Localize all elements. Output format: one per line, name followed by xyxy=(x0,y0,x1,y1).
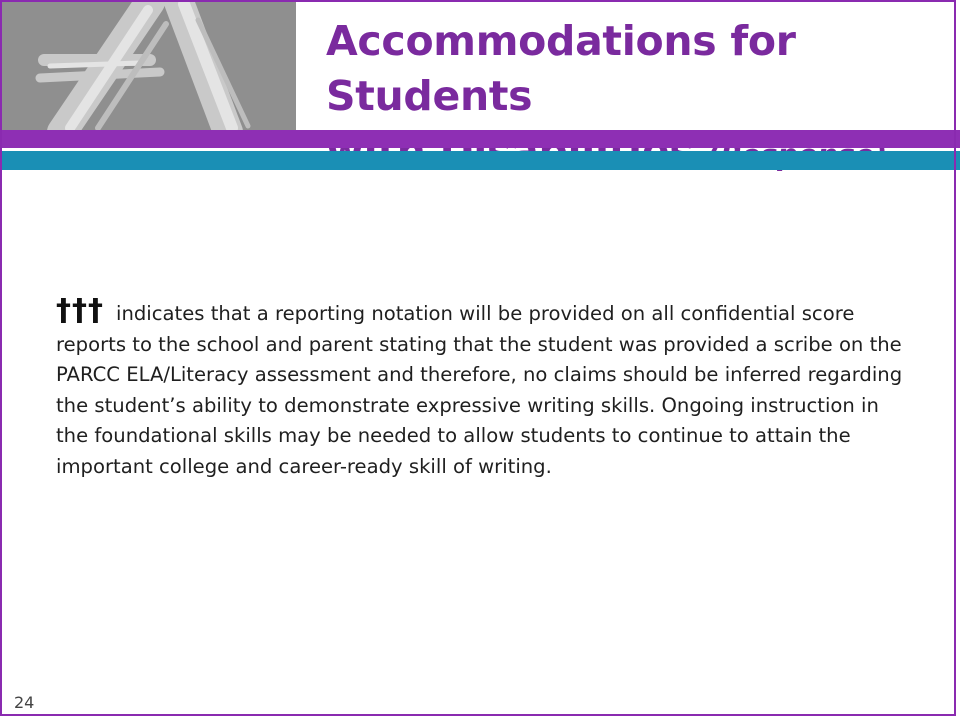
body-text: indicates that a reporting notation will be provided on all confidential score reports to the school and parent stating that the student was provided a scribe on the PARCC ELA/Literacy assessment and therefore, no claims should be inferred regarding the student’s ability to demonstrate expressive writing skills. Ongoing instruction in the foundational skills may be needed to allow students to continue to attain the important college and career-ready skill of writing. xyxy=(56,302,903,478)
brand-logo xyxy=(0,0,296,130)
page-number: 24 xyxy=(14,693,35,712)
dagger-marker: ††† xyxy=(56,293,104,328)
title-line-1: Accommodations for Students xyxy=(326,17,796,120)
purple-divider-band xyxy=(0,130,960,148)
teal-divider-band xyxy=(0,151,960,170)
letter-a-brush-logo-icon xyxy=(0,0,296,130)
body-paragraph xyxy=(56,293,910,482)
